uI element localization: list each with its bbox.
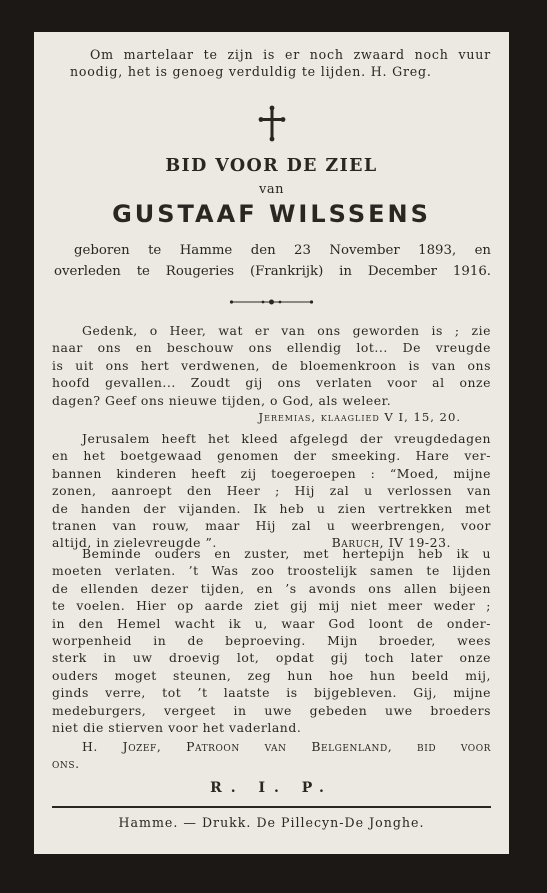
- text-line: altijd, in zielevreugde ”.: [52, 535, 217, 551]
- text-line: hoofd gevallen... Zoudt gij ons verlaten voor al onze: [52, 375, 491, 391]
- farewell-message: [52, 545, 491, 736]
- deceased-name: GUSTAAF WILSSENS: [112, 200, 431, 228]
- heading: BID VOOR DE ZIEL: [165, 156, 378, 176]
- text-line: te voelen. Hier op aarde ziet gij mij niet meer weder ;: [52, 598, 491, 614]
- card-paper: [34, 32, 509, 854]
- text-line: bannen kinderen heeft zij toegeroepen : “Moed, mijne: [52, 465, 491, 481]
- baruch-passage: [52, 430, 491, 552]
- scripture-reference: Jeremias, klaaglied V I, 15, 20.: [258, 410, 461, 425]
- text-line: Beminde ouders en zuster, met hertepijn heb ik u: [82, 546, 491, 561]
- rip-text: R. I. P.: [210, 780, 333, 796]
- text-line: de ellenden dezer tijden, en ’s avonds ons allen bijeen: [52, 580, 491, 596]
- birth-death-info: [54, 240, 491, 282]
- epigraph: [52, 46, 491, 80]
- text-line: ouders moget steunen, zeg hun hoe hun beeld mij,: [52, 667, 491, 683]
- text-line: in den Hemel wacht ik u, waar God loont de onder-: [52, 615, 491, 631]
- text-line: is uit ons hert verdwenen, de bloemenkroon is van ons: [52, 357, 491, 373]
- van-label: van: [259, 182, 284, 197]
- text-line: naar ons en beschouw ons ellendig lot... De vreugde: [52, 340, 491, 356]
- text-line: ginds verre, tot ’t laatste is bijgebleven. Gij, mijne: [52, 685, 491, 701]
- scripture-reference: Baruch, IV 19-23.: [331, 535, 451, 551]
- bottom-divider: [52, 806, 491, 808]
- cross-icon: [252, 104, 292, 144]
- text-line: moeten verlaten. ’t Was zoo troostelijk samen te lijden: [52, 563, 491, 579]
- printer-credit: Hamme. — Drukk. De Pillecyn-De Jonghe.: [118, 815, 425, 830]
- epigraph-line-1: Om martelaar te zijn is er noch zwaard noch vuur: [90, 47, 491, 62]
- ornament-divider: [229, 296, 314, 308]
- text-line: Jerusalem heeft het kleed afgelegd der vreugdedagen: [82, 431, 491, 446]
- invocation-line-2: ons.: [52, 756, 80, 772]
- death-line: overleden te Rougeries (Frankrijk) in December 1916.: [54, 264, 491, 279]
- birth-line: geboren te Hamme den 23 November 1893, en: [74, 243, 491, 258]
- text-line: sterk in uw droevig lot, opdat gij toch later onze: [52, 650, 491, 666]
- text-line: tranen van rouw, maar Hij zal u weerbrengen, voor: [52, 518, 491, 534]
- text-line: dagen? Geef ons nieuwe tijden, o God, als weleer.: [52, 392, 392, 408]
- text-line: de handen der vijanden. Ik heb u zien vertrekken met: [52, 500, 491, 516]
- invocation: [52, 738, 491, 773]
- text-line: worpenheid in de beproeving. Mijn broeder, wees: [52, 633, 491, 649]
- jeremias-passage: [52, 322, 491, 426]
- invocation-line-1: H. Jozef, Patroon van Belgenland, bid voor: [82, 739, 491, 754]
- epigraph-line-2: noodig, het is genoeg verduldig te lijden. H. Greg.: [70, 64, 432, 79]
- text-line: medeburgers, vergeet in uwe gebeden uwe broeders: [52, 702, 491, 718]
- text-line: Gedenk, o Heer, wat er van ons geworden is ; zie: [82, 323, 491, 338]
- text-line: niet die stierven voor het vaderland.: [52, 720, 302, 736]
- text-line: en het boetgewaad genomen der smeeking. Hare ver-: [52, 448, 491, 464]
- text-line: zonen, aanroept den Heer ; Hij zal u verlossen van: [52, 483, 491, 499]
